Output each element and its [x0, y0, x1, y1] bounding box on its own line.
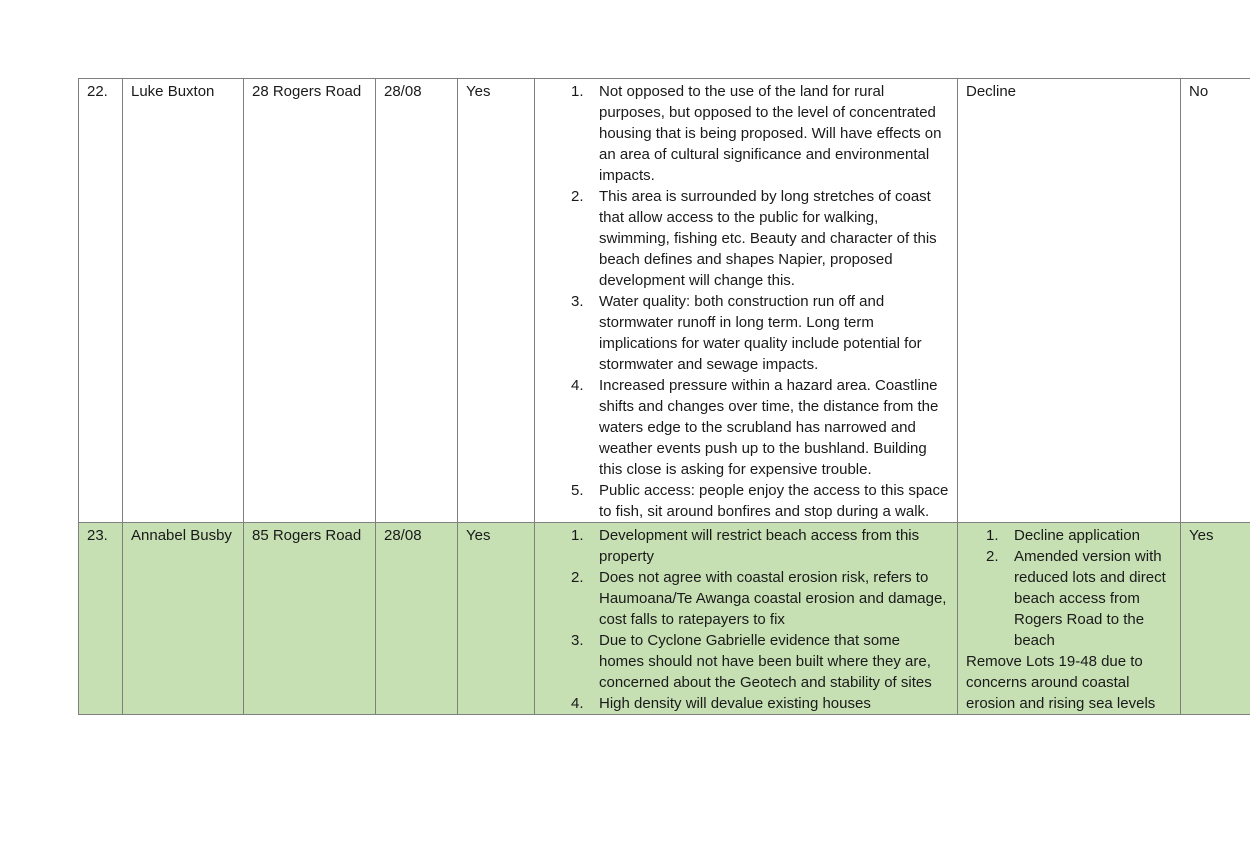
table-row [79, 79, 1250, 523]
submitter-name: Annabel Busby [123, 523, 244, 715]
list-item: 1. Not opposed to the use of the land for rural purposes, but opposed to the level of concentrated housing that is being proposed. Will have effects on an area of cultural significance and environmental impacts. [571, 83, 942, 184]
list-item: 4. High density will devalue existing houses [571, 695, 871, 712]
submission-number: 22. [79, 79, 123, 523]
submission-summary [535, 79, 958, 523]
submission-date: 28/08 [376, 79, 458, 523]
list-item: 4. Increased pressure within a hazard area. Coastline shifts and changes over time, the distance from the waters edge to the scrubland has narrowed and weather events push up to the bushland. Building this close is asking for expensive trouble. [571, 377, 939, 478]
table-row [79, 523, 1250, 715]
list-item: 1. Development will restrict beach access from this property [571, 527, 920, 565]
wish-to-be-heard: Yes [458, 79, 535, 523]
submission-summary [535, 523, 958, 715]
requested-outcome [958, 523, 1181, 715]
list-item: 1. Decline application [986, 527, 1140, 544]
outcome-note: Remove Lots 19-48 due to concerns around coastal erosion and rising sea levels [966, 653, 1156, 712]
list-item: 2. Does not agree with coastal erosion risk, refers to Haumoana/Te Awanga coastal erosion and damage, cost falls to ratepayers to fix [571, 569, 947, 628]
submitter-address: 28 Rogers Road [244, 79, 376, 523]
submission-date: 28/08 [376, 523, 458, 715]
outcome-points [966, 525, 1172, 651]
list-item: 2. Amended version with reduced lots and direct beach access from Rogers Road to the beach [986, 548, 1166, 649]
requested-outcome: Decline [958, 79, 1181, 523]
list-item: 2. This area is surrounded by long stretches of coast that allow access to the public for walking, swimming, fishing etc. Beauty and character of this beach defines and shapes Napier, proposed development will change this. [571, 188, 937, 289]
last-column-value: No [1181, 79, 1250, 523]
submission-number: 23. [79, 523, 123, 715]
submissions-table [78, 78, 1250, 715]
submitter-address: 85 Rogers Road [244, 523, 376, 715]
list-item: 3. Due to Cyclone Gabrielle evidence that some homes should not have been built where they are, concerned about the Geotech and stability of sites [571, 632, 932, 691]
submitter-name: Luke Buxton [123, 79, 244, 523]
list-item: 5. Public access: people enjoy the access to this space to fish, sit around bonfires and stop during a walk. [571, 482, 949, 520]
last-column-value: Yes [1181, 523, 1250, 715]
summary-points [543, 81, 949, 522]
summary-points [543, 525, 949, 714]
wish-to-be-heard: Yes [458, 523, 535, 715]
list-item: 3. Water quality: both construction run off and stormwater runoff in long term. Long term implications for water quality include potential for stormwater and sewage impacts. [571, 293, 922, 373]
